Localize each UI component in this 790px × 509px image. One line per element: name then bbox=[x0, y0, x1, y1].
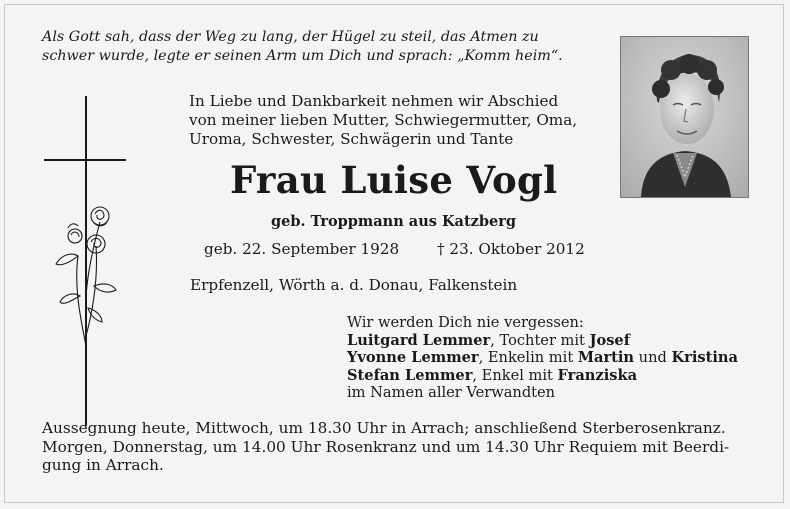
mourner-name: Martin bbox=[577, 349, 635, 366]
mourner-name: Josef bbox=[589, 331, 630, 349]
death-date: † 23. Oktober 2012 bbox=[437, 240, 585, 258]
intro-line: In Liebe und Dankbarkeit nehmen wir Abschied bbox=[189, 92, 559, 110]
mourner-name: Luitgard Lemmer bbox=[347, 331, 491, 349]
motto-line: Als Gott sah, dass der Weg zu lang, der Hügel zu steil, das Atmen zu bbox=[42, 29, 539, 45]
mourner-relation: , Enkelin mit bbox=[478, 349, 578, 366]
mourner-relation: , Enkel mit bbox=[472, 366, 558, 384]
mourner-relation: , Tochter mit bbox=[490, 331, 590, 349]
birth-date: geb. 22. September 1928 bbox=[204, 240, 400, 258]
mourner-line bbox=[347, 367, 738, 385]
motto-line: schwer wurde, legte er seinen Arm um Dich und sprach: „Komm heim“. bbox=[42, 48, 563, 64]
portrait-icon bbox=[621, 37, 748, 197]
funeral-line: gung in Arrach. bbox=[42, 456, 164, 474]
intro-text bbox=[189, 92, 577, 149]
deceased-name: Frau Luise Vogl bbox=[230, 158, 558, 202]
funeral-info bbox=[42, 419, 729, 475]
mourner-name: Kristina bbox=[671, 349, 738, 366]
places: Erpfenzell, Wörth a. d. Donau, Falkenstein bbox=[190, 276, 518, 294]
mourners bbox=[347, 314, 738, 402]
mourner-line bbox=[347, 332, 738, 350]
mourner-line bbox=[347, 349, 738, 367]
mourner-conjunction: und bbox=[634, 349, 672, 366]
intro-line: Uroma, Schwester, Schwägerin und Tante bbox=[189, 130, 514, 148]
mourner-name: Stefan Lemmer bbox=[347, 366, 473, 384]
mourner-name: Franziska bbox=[557, 366, 638, 384]
portrait-photo bbox=[620, 36, 749, 198]
mourners-intro: Wir werden Dich nie vergessen: bbox=[347, 314, 584, 331]
motto bbox=[42, 28, 563, 66]
mourner-name: Yvonne Lemmer bbox=[347, 349, 479, 366]
intro-line: von meiner lieben Mutter, Schwiegermutter, Oma, bbox=[189, 111, 578, 129]
funeral-line: Morgen, Donnerstag, um 14.00 Uhr Rosenkranz und um 14.30 Uhr Requiem mit Beerdi- bbox=[42, 437, 730, 456]
mourners-closing: im Namen aller Verwandten bbox=[347, 384, 556, 401]
cross-with-roses-icon bbox=[44, 96, 134, 426]
maiden-name: geb. Troppmann aus Katzberg bbox=[271, 213, 517, 230]
funeral-line: Aussegnung heute, Mittwoch, um 18.30 Uhr in Arrach; anschließend Sterberosenkranz. bbox=[42, 419, 726, 437]
